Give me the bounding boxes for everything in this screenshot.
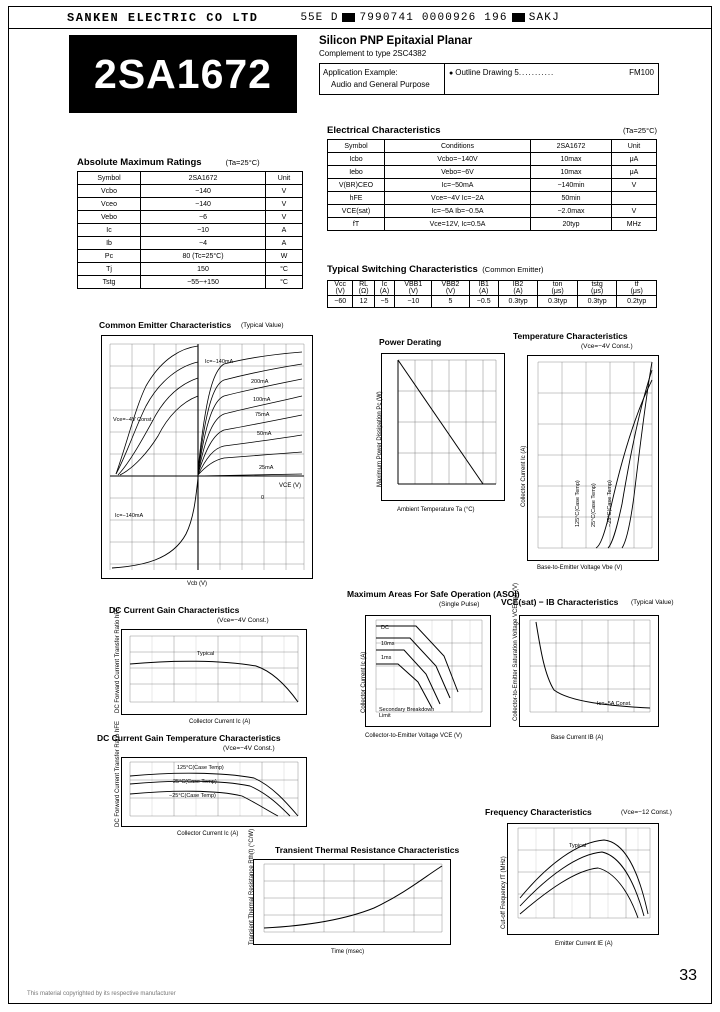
table-row (78, 211, 303, 224)
cell: 10max (531, 153, 612, 166)
footer-note: This material copyrighted by its respective manufacturer (27, 991, 176, 997)
amr-h2: Unit (266, 172, 303, 185)
page-number: 33 (679, 967, 697, 984)
company-name: SANKEN ELECTRIC CO LTD (67, 10, 259, 25)
cell-top: tstg (591, 281, 603, 288)
cell-top: IB2 (512, 281, 524, 288)
outline-label: Outline Drawing 5 (455, 68, 519, 77)
application-box (319, 63, 659, 95)
anno-gaintemp-125: 125°C(Case Temp) (177, 765, 224, 771)
cell: W (266, 250, 303, 263)
table-row (78, 263, 303, 276)
xlabel-common-emitter: VCE (V) (279, 483, 302, 489)
cell: Pc (78, 250, 141, 263)
anno-temp-m25: −25°C(Case Temp) (607, 480, 613, 527)
cell-unit: (Ω) (358, 288, 369, 295)
cell: V (612, 205, 657, 218)
anno-ce-50ma: 50mA (257, 431, 272, 437)
cell: 0.2typ (617, 296, 657, 308)
cell (328, 281, 353, 296)
cell (617, 281, 657, 296)
part-number-banner (69, 35, 297, 113)
anno-ce-75ma: 75mA (255, 412, 270, 418)
cell: 0.3typ (577, 296, 617, 308)
cell: Icbo (328, 153, 385, 166)
chart-temperature (527, 355, 659, 561)
chart-title-vcesat: VCE(sat) − IB Characteristics (501, 597, 619, 607)
amr-title: Absolute Maximum Ratings (77, 157, 202, 168)
table-row (328, 179, 657, 192)
cell: 2SA1672 (531, 140, 612, 153)
application-left (320, 64, 445, 94)
sw-table (327, 280, 657, 308)
xlabel-frequency: Emitter Current IE (A) (555, 941, 613, 947)
table-row (328, 166, 657, 179)
xlabel-thermal: Time (msec) (331, 949, 365, 955)
chart-sub-dc-gain-temp: (Vce=−4V Const.) (223, 745, 275, 752)
table-row (328, 153, 657, 166)
electrical-characteristics (327, 125, 657, 231)
chart-sub-common-emitter: (Typical Value) (241, 322, 284, 329)
cell: μA (612, 166, 657, 179)
table-row (78, 185, 303, 198)
cell: A (266, 237, 303, 250)
table-row (78, 198, 303, 211)
cell: V (612, 179, 657, 192)
table-row (78, 237, 303, 250)
xlabel-vcesat: Base Current IB (A) (551, 735, 604, 741)
cell (469, 281, 498, 296)
cell: 80 (Tc=25°C) (141, 250, 266, 263)
cell (395, 281, 432, 296)
cell: −140 (141, 198, 266, 211)
anno-ce-vce: Vce=−4V Const. (113, 417, 154, 423)
anno-ce-0: 0 (261, 495, 265, 501)
sw-sub: (Common Emitter) (482, 265, 544, 274)
anno-temp-25: 25°C(Case Temp) (591, 483, 597, 527)
ylabel-dc-gain: DC Forward Current Transfer Ratio hFE (115, 606, 121, 713)
cell-unit: (A) (513, 288, 523, 295)
table-row (78, 224, 303, 237)
chart-dc-gain (121, 629, 307, 715)
cell: MHz (612, 218, 657, 231)
amr-temp: (Ta=25°C) (225, 158, 260, 167)
cell-top: VBB2 (441, 281, 460, 288)
table-row (78, 172, 303, 185)
cell: Vcbo=−140V (385, 153, 531, 166)
cell: 20typ (531, 218, 612, 231)
cell-unit: (A) (379, 288, 390, 295)
chart-sub-asoi: (Single Pulse) (439, 601, 480, 608)
cell-top: RL (359, 281, 369, 288)
cell: °C (266, 276, 303, 289)
xlabel-temperature: Base-to-Emitter Voltage Vbe (V) (537, 565, 623, 571)
ylabel-frequency: Cut-off Frequency fT (MHz) (501, 856, 507, 929)
cell-top: Vcc (334, 281, 346, 288)
chart-title-power-derating: Power Derating (379, 337, 442, 347)
amr-table (77, 171, 303, 289)
complement-note: Complement to type 2SC4382 (319, 49, 427, 58)
cell: 12 (353, 296, 374, 308)
cell (374, 281, 394, 296)
cell: μA (612, 153, 657, 166)
anno-gaintemp-25: 25°C(Case Temp) (173, 779, 217, 785)
application-label: Application Example: (323, 68, 398, 77)
cell-top: tf (634, 281, 639, 288)
cell: Iebo (328, 166, 385, 179)
anno-ce-25ma: 25mA (259, 465, 274, 471)
amr-h0: Symbol (78, 172, 141, 185)
cell-unit: (A) (479, 288, 489, 295)
table-row (328, 205, 657, 218)
ylabel-temperature: Collector Current Ic (A) (521, 445, 527, 507)
cell: V (266, 198, 303, 211)
ylabel-vcesat: Collector-to-Emitter Saturation Voltage VCE(sat) (V) (513, 582, 519, 721)
anno-asoi-dc: DC (381, 625, 389, 631)
cell: Symbol (328, 140, 385, 153)
application-right (445, 64, 658, 94)
cell (498, 281, 538, 296)
cell-unit: (V) (445, 288, 456, 295)
anno-vcesat-const: Ic=−5A Const. (597, 701, 632, 707)
cell-top: Ic (381, 281, 388, 288)
cell: 0.3typ (498, 296, 538, 308)
cell-unit: (μs) (551, 288, 564, 295)
table-row (328, 296, 657, 308)
cell: Vce=12V, Ic=0.5A (385, 218, 531, 231)
cell-unit: (V) (408, 288, 418, 295)
cell (612, 192, 657, 205)
intro-block (319, 35, 659, 95)
cell: −5 (374, 296, 394, 308)
cell: 150 (141, 263, 266, 276)
anno-temp-125: 125°C(Case Temp) (575, 480, 581, 527)
anno-asoi-sb: Secondary Breakdown Limit (379, 707, 435, 719)
anno-frequency-typical: Typical (569, 843, 587, 849)
chart-title-thermal: Transient Thermal Resistance Characteristics (275, 845, 460, 855)
cell-top: ton (552, 281, 563, 288)
table-row (78, 250, 303, 263)
table-row (328, 140, 657, 153)
cell: V(BR)CEO (328, 179, 385, 192)
chart-sub-vcesat: (Typical Value) (631, 599, 674, 606)
cell: Vceo (78, 198, 141, 211)
chart-title-common-emitter: Common Emitter Characteristics (99, 320, 232, 330)
cell: Vce=−4V Ic=−2A (385, 192, 531, 205)
bullet-icon: ● (449, 70, 454, 77)
cell: 10max (531, 166, 612, 179)
cell (353, 281, 374, 296)
cell: hFE (328, 192, 385, 205)
ec-table (327, 139, 657, 231)
table-row (328, 192, 657, 205)
anno-ce-100ma: 100mA (253, 397, 271, 403)
cell: Ic=−5A Ib=−0.5A (385, 205, 531, 218)
outline-dots: ........... (518, 68, 555, 77)
cell-unit: (V) (335, 288, 345, 295)
chart-sub-temperature: (Vce=−4V Const.) (581, 343, 633, 350)
header-mark: SAKJ (528, 11, 560, 24)
table-row (328, 281, 657, 296)
cell: fT (328, 218, 385, 231)
datasheet-page (8, 6, 712, 1004)
chart-title-frequency: Frequency Characteristics (485, 807, 592, 817)
sw-title: Typical Switching Characteristics (327, 264, 478, 275)
cell: −55~+150 (141, 276, 266, 289)
cell: Vcbo (78, 185, 141, 198)
cell (538, 281, 578, 296)
cell: °C (266, 263, 303, 276)
block-mark-icon-2 (512, 13, 525, 22)
xlabel-dc-gain: Collector Current Ic (A) (189, 719, 251, 725)
cell: Ib (78, 237, 141, 250)
vlabel-common-emitter: Vcb (V) (187, 581, 208, 587)
chart-title-dc-gain-temp: DC Current Gain Temperature Characteristics (97, 733, 281, 743)
chart-sub-frequency: (Vce=−12 Const.) (621, 809, 672, 816)
ylabel-power-derating: Maximum Power Dissipation Pc (W) (377, 391, 383, 487)
cell: −2.0max (531, 205, 612, 218)
part-number: 2SA1672 (94, 50, 272, 97)
ylabel-thermal: Transient Thermal Resistance Rth(t) (°C/W) (249, 828, 255, 945)
chart-frequency (507, 823, 659, 935)
cell: Ic=−50mA (385, 179, 531, 192)
cell: 0.3typ (538, 296, 578, 308)
cell: Tstg (78, 276, 141, 289)
cell: VCE(sat) (328, 205, 385, 218)
table-row (78, 276, 303, 289)
xlabel-asoi: Collector-to-Emitter Voltage VCE (V) (365, 733, 463, 739)
outline-value: FM100 (629, 68, 654, 77)
chart-vcesat (519, 615, 659, 727)
cell (432, 281, 469, 296)
absolute-maximum-ratings (77, 157, 303, 289)
anno-asoi-10ms: 10ms (381, 641, 395, 647)
header-code: 55E D (300, 11, 339, 24)
cell: −10 (141, 224, 266, 237)
application-value: Audio and General Purpose (331, 80, 430, 89)
cell: Conditions (385, 140, 531, 153)
xlabel-dc-gain-temp: Collector Current Ic (A) (177, 831, 239, 837)
cell: −6 (141, 211, 266, 224)
cell: −10 (395, 296, 432, 308)
xlabel-power-derating: Ambient Temperature Ta (°C) (397, 507, 475, 513)
chart-power-derating (381, 353, 505, 501)
chart-title-dc-gain: DC Current Gain Characteristics (109, 605, 240, 615)
cell: 50min (531, 192, 612, 205)
chart-title-temperature: Temperature Characteristics (513, 331, 628, 341)
cell: A (266, 224, 303, 237)
cell: −0.5 (469, 296, 498, 308)
cell-unit: (μs) (591, 288, 604, 295)
cell: Vebo (78, 211, 141, 224)
chart-thermal (253, 859, 451, 945)
table-row (328, 218, 657, 231)
amr-h1: 2SA1672 (141, 172, 266, 185)
cell-top: IB1 (478, 281, 489, 288)
device-title: Silicon PNP Epitaxial Planar (319, 35, 473, 47)
cell: Unit (612, 140, 657, 153)
ec-title: Electrical Characteristics (327, 125, 441, 136)
cell: V (266, 211, 303, 224)
cell: −4 (141, 237, 266, 250)
anno-asoi-1ms: 1ms (381, 655, 392, 661)
cell: V (266, 185, 303, 198)
anno-ce-vbe: Ic=−140mA (115, 513, 144, 519)
cell: Ic (78, 224, 141, 237)
anno-ce-ic: Ic=−140mA (205, 359, 234, 365)
cell-top: VBB1 (404, 281, 423, 288)
anno-dc-gain-typical: Typical (197, 651, 215, 657)
cell: −140 (141, 185, 266, 198)
cell (577, 281, 617, 296)
cell: Vebo=−6V (385, 166, 531, 179)
page-header (9, 7, 711, 29)
ec-temp: (Ta=25°C) (622, 126, 657, 135)
switching-characteristics (327, 259, 657, 308)
header-numbers: 7990741 0000926 196 (359, 11, 508, 24)
ylabel-asoi: Collector Current Ic (A) (361, 651, 367, 713)
ylabel-dc-gain-temp: DC Forward Current Transfer Ratio hFE (115, 720, 121, 827)
chart-sub-dc-gain: (Vce=−4V Const.) (217, 617, 269, 624)
cell: −60 (328, 296, 353, 308)
anno-gaintemp-m25: −25°C(Case Temp) (169, 793, 216, 799)
chart-common-emitter (101, 335, 313, 579)
cell: Tj (78, 263, 141, 276)
cell: −140min (531, 179, 612, 192)
chart-title-asoi: Maximum Areas For Safe Operation (ASOI) (347, 589, 520, 599)
block-mark-icon (342, 13, 355, 22)
anno-ce-200ma: 200mA (251, 379, 269, 385)
cell: 5 (432, 296, 469, 308)
cell-unit: (μs) (630, 288, 643, 295)
